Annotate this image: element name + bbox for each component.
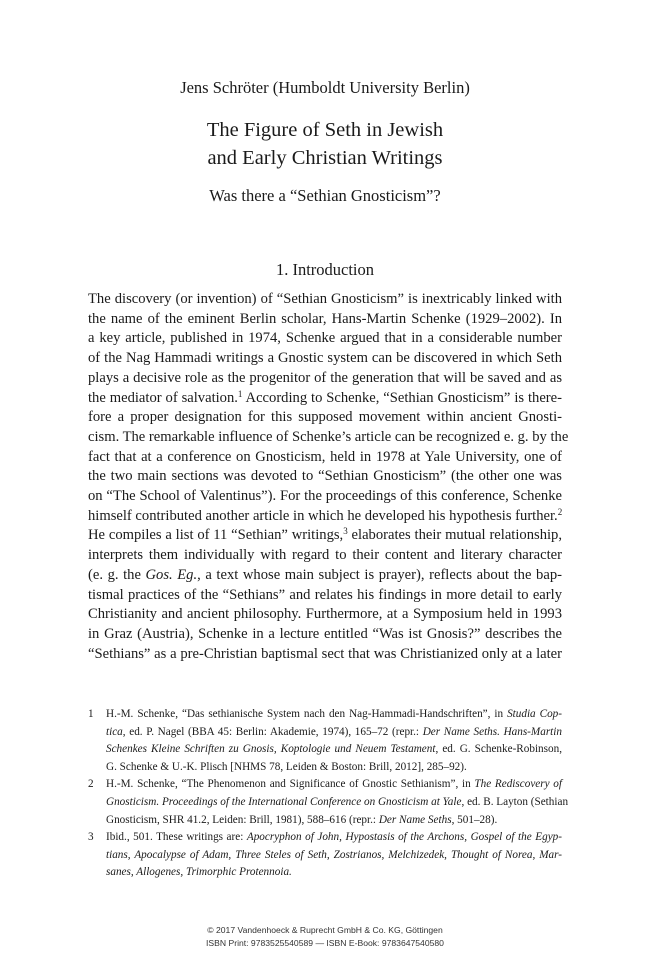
- footnote-3: [88, 829, 562, 882]
- body-line: the name of the eminent Berlin scholar, Hans-Martin Schenke (1929–2002). In: [88, 310, 562, 327]
- footnote-2: [88, 776, 569, 829]
- footnote-ref-3[interactable]: 3: [343, 526, 348, 537]
- body-line: Christianity and ancient philosophy. Furthermore, at a Symposium held in 1993: [88, 606, 562, 623]
- body-line: a key article, published in 1974, Schenke argued that in a considerable number: [88, 330, 562, 347]
- footnote-text-run: , ed. P. Nagel (BBA 45: Berlin: Akademie, 1974), 165–72 (repr.:: [122, 725, 423, 738]
- body-line: [88, 389, 562, 409]
- isbn-line: ISBN Print: 9783525540589 — ISBN E-Book: 9783647540580: [206, 938, 444, 948]
- author-line: Jens Schröter (Humboldt University Berlin): [180, 78, 470, 97]
- section-heading: 1. Introduction: [275, 260, 375, 279]
- footnotes: [88, 706, 569, 882]
- italic-title: The Rediscovery of: [474, 778, 562, 791]
- italic-title: Gnosticism. Proceedings of the International Conference on Gnosticism at Yale: [106, 795, 462, 808]
- footnote-text-run: , 501–28).: [451, 813, 498, 826]
- italic-title: Apocryphon of John, Hypostasis of the Archons, Gospel of the Egyp-: [246, 831, 562, 844]
- footnote-text-run: H.-M. Schenke, “Das sethianische System nach den Nag-Hammadi-Handschriften”, in: [106, 708, 508, 720]
- footnote-text-run: H.-M. Schenke, “The Phenomenon and Significance of Gnostic Sethianism”, in: [106, 778, 475, 791]
- italic-title: Gos. Eg.: [145, 566, 198, 583]
- body-line: of the Nag Hammadi writings a Gnostic system can be discovered in which Seth: [88, 350, 562, 367]
- body-line: tismal practices of the “Sethians” and relates his findings in more detail to early: [88, 586, 562, 603]
- italic-title: Der Name Seths: [378, 813, 452, 826]
- body-line: the two main sections was devoted to “Sethian Gnosticism” (the other one was: [88, 468, 562, 485]
- body-text-run: He compiles a list of 11 “Sethian” writings,: [88, 527, 344, 544]
- italic-title: Schenkes Kleine Schriften zu Gnosis, Koptologie und Neuem Testament: [106, 743, 436, 756]
- footnote-text-run: Ibid., 501. These writings are:: [106, 831, 247, 844]
- italic-title: tians, Apocalypse of Adam, Three Steles of Seth, Zostrianos, Melchizedek, Thought of Norea, Mar-: [106, 848, 562, 861]
- footnote-line: [106, 812, 562, 830]
- footnote-number: 1: [88, 708, 94, 720]
- body-line: [88, 507, 562, 527]
- italic-title: sanes, Allogenes, Trimorphic Protennoia.: [106, 866, 292, 879]
- footnote-line: [106, 847, 562, 865]
- footnote-text-run: , ed. B. Layton (Sethian: [461, 795, 569, 808]
- footnote-line: [106, 829, 562, 847]
- body-line: in Graz (Austria), Schenke in a lecture entitled “Was ist Gnosis?” describes the: [88, 625, 562, 642]
- body-line: cism. The remarkable influence of Schenke’s article can be recognized e. g. by the: [88, 428, 569, 445]
- body-line: interprets them individually with regard to their content and literary character: [88, 547, 562, 564]
- body-text-run: himself contributed another article in which he developed his hypothesis further.: [88, 507, 558, 524]
- body-line: plays a decisive role as the progenitor of the generation that will be saved and as: [88, 369, 562, 386]
- footnote-1: [88, 706, 562, 776]
- body-line: on “The School of Valentinus”). For the proceedings of this conference, Schenke: [88, 488, 562, 505]
- footnote-ref-2[interactable]: 2: [557, 506, 563, 517]
- body-line: The discovery (or invention) of “Sethian Gnosticism” is inextricably linked with: [88, 291, 562, 307]
- body-text: [88, 290, 569, 664]
- body-line: fact that at a conference on Gnosticism, held in 1978 at Yale University, one of: [88, 448, 562, 465]
- footnote-text-run: G. Schenke & U.-K. Plisch [NHMS 78, Leiden & Boston: Brill, 2012], 285–92).: [106, 760, 467, 773]
- footnote-line: [106, 759, 562, 777]
- footnote-line: [106, 776, 562, 794]
- body-line: [88, 566, 562, 586]
- body-text-run: According to Schenke, “Sethian Gnosticism” is there-: [242, 389, 562, 406]
- footnote-number: 2: [88, 778, 94, 791]
- body-text-run: elaborates their mutual relationship,: [347, 527, 562, 544]
- chapter-title: [0, 116, 650, 172]
- body-line: “Sethians” as a pre-Christian baptismal sect that was Christianized only at a later: [88, 645, 562, 662]
- italic-title: tica: [106, 725, 123, 738]
- italic-title: Der Name Seths. Hans-Martin: [422, 725, 562, 738]
- copyright-line: © 2017 Vandenhoeck & Ruprecht GmbH & Co. KG, Göttingen: [207, 925, 443, 935]
- footnote-text-run: , ed. G. Schenke-Robinson,: [435, 743, 562, 756]
- body-line: fore a proper designation for this supposed movement within ancient Gnosti-: [88, 409, 562, 426]
- footnote-text-run: Gnosticism, SHR 41.2, Leiden: Brill, 1981), 588–616 (repr.:: [106, 813, 379, 826]
- body-line: [88, 526, 562, 546]
- chapter-title-line-2: and Early Christian Writings: [207, 147, 443, 169]
- footnote-line: [106, 864, 562, 882]
- page-footer: [0, 924, 650, 950]
- italic-title: Studia Cop-: [507, 708, 562, 720]
- body-text-run: (e. g. the: [88, 566, 146, 583]
- footnote-ref-1[interactable]: 1: [237, 388, 243, 399]
- footnote-number: 3: [88, 831, 94, 844]
- footnote-line: [106, 794, 569, 812]
- footnote-line: [106, 724, 562, 742]
- footnote-line: [106, 741, 562, 759]
- body-text-run: , a text whose main subject is prayer), reflects about the bap-: [197, 566, 562, 583]
- chapter-subtitle: Was there a “Sethian Gnosticism”?: [209, 186, 441, 205]
- body-text-run: the mediator of salvation.: [88, 389, 238, 406]
- chapter-title-line-1: The Figure of Seth in Jewish: [206, 119, 444, 141]
- footnote-line: [106, 706, 562, 724]
